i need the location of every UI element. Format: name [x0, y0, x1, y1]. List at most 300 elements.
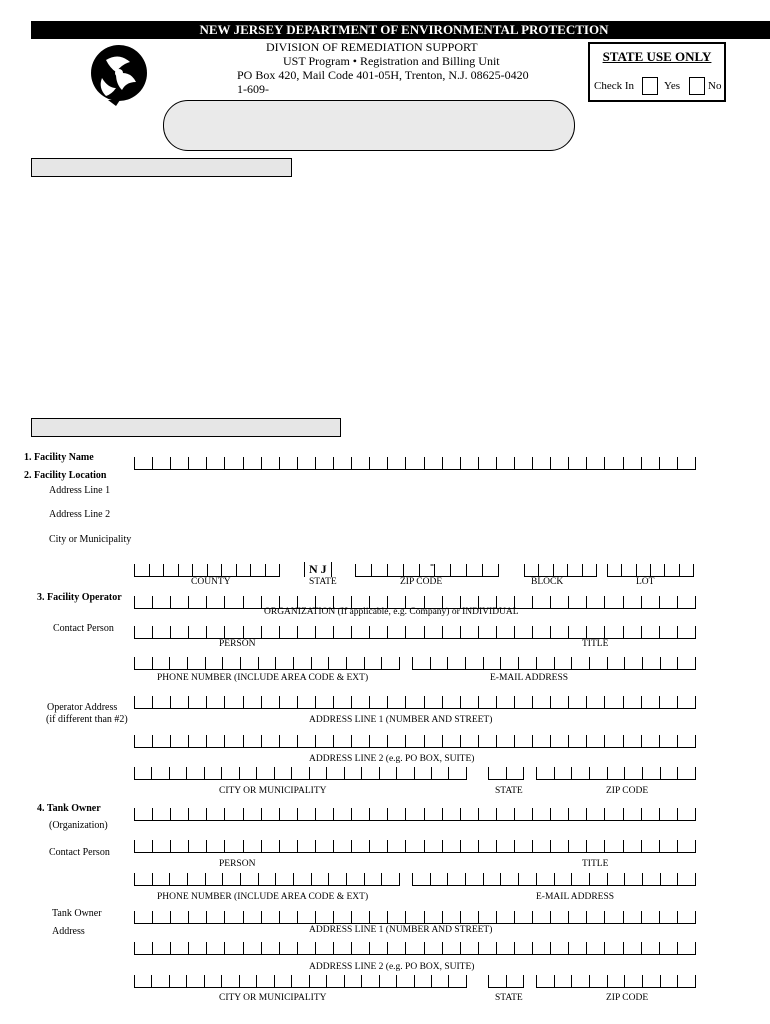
- char-cell[interactable]: [623, 840, 641, 852]
- char-cell[interactable]: [466, 564, 482, 576]
- char-cell[interactable]: [134, 696, 152, 708]
- char-cell[interactable]: [554, 873, 572, 885]
- char-cell[interactable]: [624, 975, 642, 987]
- char-cell[interactable]: [514, 840, 532, 852]
- facility-name-input[interactable]: [134, 457, 696, 470]
- char-cell[interactable]: [387, 840, 405, 852]
- block-input[interactable]: [524, 564, 597, 577]
- char-cell[interactable]: [659, 735, 677, 747]
- char-cell[interactable]: [586, 808, 604, 820]
- char-cell[interactable]: [506, 767, 525, 779]
- owner-organization-input[interactable]: [134, 808, 696, 821]
- char-cell[interactable]: [496, 735, 514, 747]
- char-cell[interactable]: [412, 873, 430, 885]
- char-cell[interactable]: [532, 942, 550, 954]
- char-cell[interactable]: [297, 942, 315, 954]
- char-cell[interactable]: [369, 696, 387, 708]
- char-cell[interactable]: [586, 911, 604, 923]
- char-cell[interactable]: [550, 457, 568, 469]
- char-cell[interactable]: [514, 626, 532, 638]
- char-cell[interactable]: [333, 735, 351, 747]
- char-cell[interactable]: [514, 735, 532, 747]
- char-cell[interactable]: [448, 975, 466, 987]
- char-cell[interactable]: [431, 767, 448, 779]
- char-cell[interactable]: [224, 457, 242, 469]
- char-cell[interactable]: [636, 564, 650, 576]
- char-cell[interactable]: [623, 942, 641, 954]
- char-cell[interactable]: [315, 942, 333, 954]
- char-cell[interactable]: [328, 873, 346, 885]
- char-cell[interactable]: [478, 457, 496, 469]
- char-cell[interactable]: [589, 873, 607, 885]
- char-cell[interactable]: [387, 808, 405, 820]
- char-cell[interactable]: [447, 873, 465, 885]
- char-cell[interactable]: [170, 596, 188, 608]
- char-cell[interactable]: [224, 735, 242, 747]
- char-cell[interactable]: [478, 840, 496, 852]
- char-cell[interactable]: [381, 657, 400, 669]
- char-cell[interactable]: [387, 735, 405, 747]
- char-cell[interactable]: [169, 975, 186, 987]
- char-cell[interactable]: [604, 626, 622, 638]
- char-cell[interactable]: [424, 840, 442, 852]
- operator-person-input[interactable]: [134, 626, 696, 639]
- char-cell[interactable]: [279, 735, 297, 747]
- char-cell[interactable]: [568, 840, 586, 852]
- char-cell[interactable]: [279, 696, 297, 708]
- char-cell[interactable]: [554, 767, 572, 779]
- char-cell[interactable]: [134, 840, 152, 852]
- char-cell[interactable]: [496, 457, 514, 469]
- char-cell[interactable]: [460, 626, 478, 638]
- char-cell[interactable]: [369, 911, 387, 923]
- char-cell[interactable]: [442, 735, 460, 747]
- char-cell[interactable]: [204, 975, 221, 987]
- operator-email-input[interactable]: [412, 657, 696, 670]
- char-cell[interactable]: [315, 626, 333, 638]
- char-cell[interactable]: [442, 911, 460, 923]
- char-cell[interactable]: [333, 696, 351, 708]
- char-cell[interactable]: [518, 657, 536, 669]
- char-cell[interactable]: [483, 657, 501, 669]
- char-cell[interactable]: [291, 975, 308, 987]
- char-cell[interactable]: [677, 626, 696, 638]
- char-cell[interactable]: [256, 975, 273, 987]
- char-cell[interactable]: [536, 767, 554, 779]
- char-cell[interactable]: [496, 911, 514, 923]
- char-cell[interactable]: [134, 767, 151, 779]
- char-cell[interactable]: [582, 564, 597, 576]
- char-cell[interactable]: [677, 596, 696, 608]
- char-cell[interactable]: [677, 840, 696, 852]
- char-cell[interactable]: [659, 626, 677, 638]
- char-cell[interactable]: [261, 840, 279, 852]
- county-input[interactable]: [134, 564, 280, 577]
- char-cell[interactable]: [589, 975, 607, 987]
- char-cell[interactable]: [607, 767, 625, 779]
- char-cell[interactable]: [623, 808, 641, 820]
- char-cell[interactable]: [586, 735, 604, 747]
- char-cell[interactable]: [518, 873, 536, 885]
- char-cell[interactable]: [243, 911, 261, 923]
- char-cell[interactable]: [514, 911, 532, 923]
- char-cell[interactable]: [478, 942, 496, 954]
- char-cell[interactable]: [568, 457, 586, 469]
- char-cell[interactable]: [186, 767, 203, 779]
- char-cell[interactable]: [170, 626, 188, 638]
- char-cell[interactable]: [315, 911, 333, 923]
- char-cell[interactable]: [442, 696, 460, 708]
- char-cell[interactable]: [571, 657, 589, 669]
- char-cell[interactable]: [465, 873, 483, 885]
- char-cell[interactable]: [532, 596, 550, 608]
- char-cell[interactable]: [623, 911, 641, 923]
- char-cell[interactable]: [134, 873, 152, 885]
- owner-phone-input[interactable]: [134, 873, 400, 886]
- char-cell[interactable]: [405, 942, 423, 954]
- owner-address1-input[interactable]: [134, 911, 696, 924]
- char-cell[interactable]: [424, 808, 442, 820]
- char-cell[interactable]: [351, 911, 369, 923]
- char-cell[interactable]: [405, 840, 423, 852]
- char-cell[interactable]: [311, 873, 329, 885]
- char-cell[interactable]: [442, 942, 460, 954]
- char-cell[interactable]: [243, 626, 261, 638]
- char-cell[interactable]: [333, 457, 351, 469]
- char-cell[interactable]: [500, 657, 518, 669]
- zip-code-input[interactable]: [355, 564, 499, 577]
- char-cell[interactable]: [524, 564, 538, 576]
- char-cell[interactable]: [206, 840, 224, 852]
- char-cell[interactable]: [405, 911, 423, 923]
- char-cell[interactable]: [496, 808, 514, 820]
- char-cell[interactable]: [677, 696, 696, 708]
- char-cell[interactable]: [624, 657, 642, 669]
- char-cell[interactable]: [152, 657, 170, 669]
- char-cell[interactable]: [134, 975, 151, 987]
- char-cell[interactable]: [460, 840, 478, 852]
- char-cell[interactable]: [170, 735, 188, 747]
- char-cell[interactable]: [434, 564, 450, 576]
- char-cell[interactable]: [344, 767, 361, 779]
- char-cell[interactable]: [659, 911, 677, 923]
- char-cell[interactable]: [482, 564, 499, 576]
- char-cell[interactable]: [460, 735, 478, 747]
- char-cell[interactable]: [604, 840, 622, 852]
- char-cell[interactable]: [206, 596, 224, 608]
- char-cell[interactable]: [297, 626, 315, 638]
- char-cell[interactable]: [206, 808, 224, 820]
- char-cell[interactable]: [532, 840, 550, 852]
- owner-state-input[interactable]: [488, 975, 524, 988]
- char-cell[interactable]: [297, 840, 315, 852]
- char-cell[interactable]: [405, 457, 423, 469]
- char-cell[interactable]: [660, 657, 678, 669]
- char-cell[interactable]: [624, 767, 642, 779]
- char-cell[interactable]: [275, 873, 293, 885]
- char-cell[interactable]: [641, 596, 659, 608]
- char-cell[interactable]: [447, 657, 465, 669]
- char-cell[interactable]: [586, 840, 604, 852]
- char-cell[interactable]: [206, 735, 224, 747]
- char-cell[interactable]: [659, 457, 677, 469]
- char-cell[interactable]: [424, 911, 442, 923]
- operator-phone-input[interactable]: [134, 657, 400, 670]
- char-cell[interactable]: [240, 873, 258, 885]
- char-cell[interactable]: [483, 873, 501, 885]
- char-cell[interactable]: [224, 911, 242, 923]
- char-cell[interactable]: [396, 975, 413, 987]
- char-cell[interactable]: [550, 596, 568, 608]
- char-cell[interactable]: [532, 911, 550, 923]
- char-cell[interactable]: [550, 626, 568, 638]
- char-cell[interactable]: [188, 911, 206, 923]
- char-cell[interactable]: [496, 942, 514, 954]
- char-cell[interactable]: [188, 696, 206, 708]
- char-cell[interactable]: [188, 840, 206, 852]
- char-cell[interactable]: [641, 735, 659, 747]
- char-cell[interactable]: [532, 735, 550, 747]
- char-cell[interactable]: [261, 911, 279, 923]
- char-cell[interactable]: [221, 975, 238, 987]
- char-cell[interactable]: [568, 942, 586, 954]
- char-cell[interactable]: [568, 911, 586, 923]
- char-cell[interactable]: [274, 975, 291, 987]
- char-cell[interactable]: [550, 735, 568, 747]
- char-cell[interactable]: [152, 735, 170, 747]
- char-cell[interactable]: [623, 696, 641, 708]
- char-cell[interactable]: [315, 840, 333, 852]
- char-cell[interactable]: [187, 873, 205, 885]
- char-cell[interactable]: [607, 873, 625, 885]
- char-cell[interactable]: [134, 564, 149, 576]
- char-cell[interactable]: [187, 657, 205, 669]
- char-cell[interactable]: [170, 696, 188, 708]
- operator-zip-input[interactable]: [536, 767, 696, 780]
- char-cell[interactable]: [659, 808, 677, 820]
- char-cell[interactable]: [677, 942, 696, 954]
- char-cell[interactable]: [333, 911, 351, 923]
- char-cell[interactable]: [488, 975, 506, 987]
- char-cell[interactable]: [134, 626, 152, 638]
- char-cell[interactable]: [207, 564, 222, 576]
- char-cell[interactable]: [206, 911, 224, 923]
- char-cell[interactable]: [586, 626, 604, 638]
- char-cell[interactable]: [506, 975, 525, 987]
- char-cell[interactable]: [351, 735, 369, 747]
- char-cell[interactable]: [623, 596, 641, 608]
- char-cell[interactable]: [677, 808, 696, 820]
- char-cell[interactable]: [152, 626, 170, 638]
- char-cell[interactable]: [134, 808, 152, 820]
- char-cell[interactable]: [224, 808, 242, 820]
- char-cell[interactable]: [205, 873, 223, 885]
- char-cell[interactable]: [204, 767, 221, 779]
- char-cell[interactable]: [170, 942, 188, 954]
- char-cell[interactable]: [660, 975, 678, 987]
- char-cell[interactable]: [224, 626, 242, 638]
- char-cell[interactable]: [448, 767, 466, 779]
- char-cell[interactable]: [170, 911, 188, 923]
- char-cell[interactable]: [642, 657, 660, 669]
- char-cell[interactable]: [650, 564, 664, 576]
- char-cell[interactable]: [151, 767, 168, 779]
- char-cell[interactable]: [243, 735, 261, 747]
- char-cell[interactable]: [604, 596, 622, 608]
- owner-email-input[interactable]: [412, 873, 696, 886]
- char-cell[interactable]: [424, 942, 442, 954]
- char-cell[interactable]: [221, 564, 236, 576]
- char-cell[interactable]: [240, 657, 258, 669]
- char-cell[interactable]: [279, 840, 297, 852]
- char-cell[interactable]: [274, 767, 291, 779]
- char-cell[interactable]: [536, 873, 554, 885]
- char-cell[interactable]: [414, 975, 431, 987]
- char-cell[interactable]: [478, 626, 496, 638]
- char-cell[interactable]: [206, 696, 224, 708]
- char-cell[interactable]: [178, 564, 193, 576]
- char-cell[interactable]: [170, 457, 188, 469]
- char-cell[interactable]: [326, 767, 343, 779]
- char-cell[interactable]: [571, 767, 589, 779]
- char-cell[interactable]: [222, 873, 240, 885]
- char-cell[interactable]: [604, 457, 622, 469]
- char-cell[interactable]: [243, 942, 261, 954]
- char-cell[interactable]: [532, 457, 550, 469]
- char-cell[interactable]: [604, 942, 622, 954]
- char-cell[interactable]: [134, 457, 152, 469]
- char-cell[interactable]: [224, 696, 242, 708]
- char-cell[interactable]: [152, 696, 170, 708]
- char-cell[interactable]: [279, 911, 297, 923]
- char-cell[interactable]: [424, 735, 442, 747]
- char-cell[interactable]: [405, 696, 423, 708]
- char-cell[interactable]: [346, 873, 364, 885]
- char-cell[interactable]: [293, 873, 311, 885]
- char-cell[interactable]: [379, 767, 396, 779]
- char-cell[interactable]: [514, 457, 532, 469]
- char-cell[interactable]: [478, 735, 496, 747]
- char-cell[interactable]: [243, 808, 261, 820]
- char-cell[interactable]: [239, 767, 256, 779]
- char-cell[interactable]: [424, 457, 442, 469]
- char-cell[interactable]: [192, 564, 207, 576]
- char-cell[interactable]: [405, 626, 423, 638]
- char-cell[interactable]: [279, 942, 297, 954]
- char-cell[interactable]: [387, 696, 405, 708]
- char-cell[interactable]: [641, 840, 659, 852]
- char-cell[interactable]: [607, 564, 621, 576]
- char-cell[interactable]: [550, 911, 568, 923]
- char-cell[interactable]: [279, 808, 297, 820]
- char-cell[interactable]: [243, 457, 261, 469]
- char-cell[interactable]: [424, 626, 442, 638]
- char-cell[interactable]: [460, 808, 478, 820]
- char-cell[interactable]: [621, 564, 635, 576]
- char-cell[interactable]: [188, 457, 206, 469]
- char-cell[interactable]: [465, 657, 483, 669]
- char-cell[interactable]: [586, 596, 604, 608]
- char-cell[interactable]: [163, 564, 178, 576]
- char-cell[interactable]: [205, 657, 223, 669]
- char-cell[interactable]: [659, 840, 677, 852]
- char-cell[interactable]: [642, 767, 660, 779]
- char-cell[interactable]: [297, 457, 315, 469]
- char-cell[interactable]: [641, 911, 659, 923]
- char-cell[interactable]: [659, 942, 677, 954]
- operator-address1-input[interactable]: [134, 696, 696, 709]
- char-cell[interactable]: [258, 873, 276, 885]
- char-cell[interactable]: [261, 735, 279, 747]
- char-cell[interactable]: [170, 840, 188, 852]
- char-cell[interactable]: [261, 457, 279, 469]
- char-cell[interactable]: [679, 564, 694, 576]
- owner-city-input[interactable]: [134, 975, 467, 988]
- char-cell[interactable]: [188, 808, 206, 820]
- char-cell[interactable]: [460, 457, 478, 469]
- char-cell[interactable]: [604, 808, 622, 820]
- char-cell[interactable]: [624, 873, 642, 885]
- char-cell[interactable]: [134, 735, 152, 747]
- char-cell[interactable]: [536, 657, 554, 669]
- char-cell[interactable]: [243, 696, 261, 708]
- char-cell[interactable]: [206, 942, 224, 954]
- char-cell[interactable]: [387, 457, 405, 469]
- char-cell[interactable]: [412, 657, 430, 669]
- char-cell[interactable]: [355, 564, 371, 576]
- char-cell[interactable]: [387, 626, 405, 638]
- char-cell[interactable]: [403, 564, 419, 576]
- char-cell[interactable]: [188, 735, 206, 747]
- char-cell[interactable]: [364, 657, 382, 669]
- char-cell[interactable]: [514, 808, 532, 820]
- char-cell[interactable]: [550, 696, 568, 708]
- char-cell[interactable]: [152, 808, 170, 820]
- char-cell[interactable]: [478, 696, 496, 708]
- char-cell[interactable]: [660, 873, 678, 885]
- char-cell[interactable]: [152, 911, 170, 923]
- char-cell[interactable]: [641, 626, 659, 638]
- char-cell[interactable]: [333, 626, 351, 638]
- char-cell[interactable]: [641, 808, 659, 820]
- char-cell[interactable]: [442, 626, 460, 638]
- char-cell[interactable]: [677, 657, 696, 669]
- char-cell[interactable]: [568, 696, 586, 708]
- char-cell[interactable]: [442, 808, 460, 820]
- char-cell[interactable]: [261, 942, 279, 954]
- char-cell[interactable]: [567, 564, 581, 576]
- char-cell[interactable]: [442, 457, 460, 469]
- char-cell[interactable]: [514, 696, 532, 708]
- char-cell[interactable]: [369, 942, 387, 954]
- char-cell[interactable]: [224, 840, 242, 852]
- char-cell[interactable]: [261, 626, 279, 638]
- char-cell[interactable]: [369, 735, 387, 747]
- char-cell[interactable]: [243, 840, 261, 852]
- char-cell[interactable]: [134, 596, 152, 608]
- char-cell[interactable]: [478, 808, 496, 820]
- owner-person-input[interactable]: [134, 840, 696, 853]
- char-cell[interactable]: [589, 767, 607, 779]
- char-cell[interactable]: [496, 696, 514, 708]
- char-cell[interactable]: [514, 942, 532, 954]
- char-cell[interactable]: [221, 767, 238, 779]
- char-cell[interactable]: [550, 808, 568, 820]
- char-cell[interactable]: [239, 975, 256, 987]
- char-cell[interactable]: [328, 657, 346, 669]
- char-cell[interactable]: [642, 975, 660, 987]
- char-cell[interactable]: [677, 767, 696, 779]
